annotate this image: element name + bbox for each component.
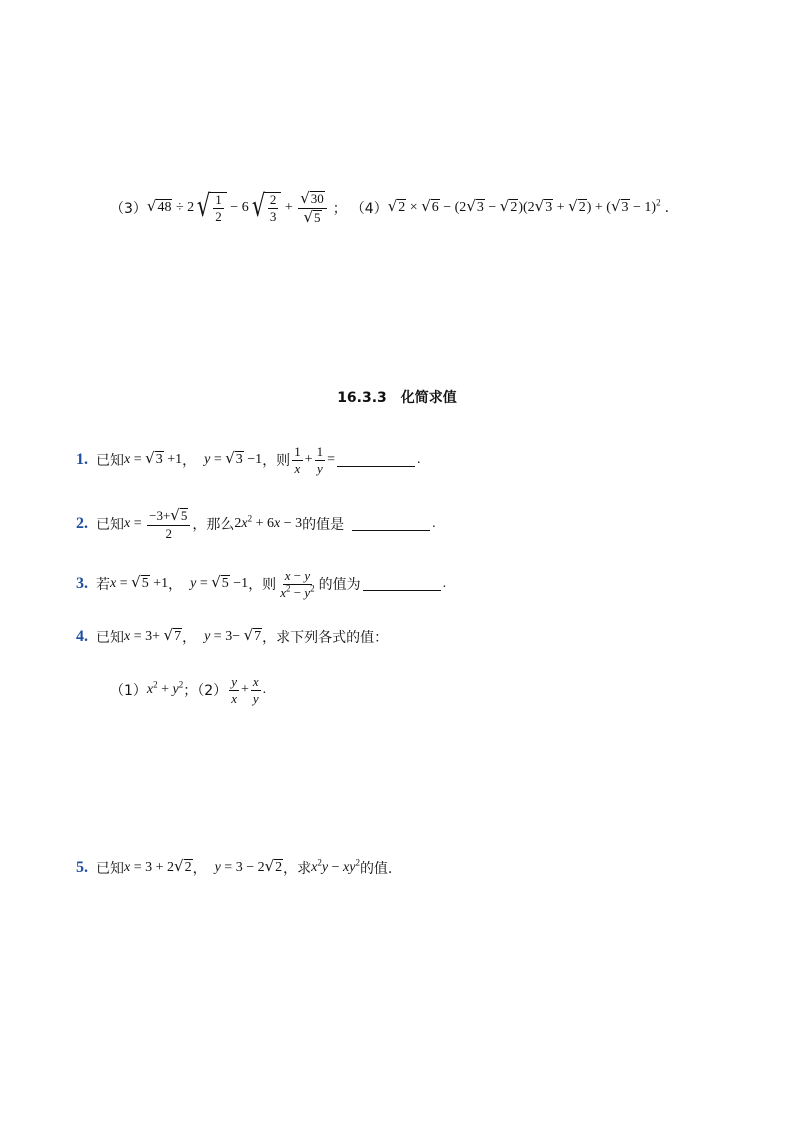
label-4: （4） <box>350 201 388 217</box>
math-expr: x = −3+ √ 5 2 <box>124 508 192 541</box>
expr-4: √ 2 × √ 6 − (2 √ 3 − √ 2 )(2 √ 3 + √ 2 ) + ( √ 3 − 1)$^2$ <box>387 197 661 216</box>
math-expr: $2x^2 + 6x - 3$ <box>234 513 303 531</box>
sub-label-1: （1） <box>110 683 147 699</box>
math-expr: $\frac{y}{x}$ + $\frac{x}{y}$ . <box>231 673 267 706</box>
problem-5 <box>76 855 392 881</box>
problem-2: 2. 已知 x = −3+ √ 5 2 ，那么 $2x^2 + 6x - 3$ 的值是 . <box>76 505 436 541</box>
math-expr: $\frac{1}{x}$ + $\frac{1}{y}$ = <box>294 443 335 476</box>
problem-text: ， <box>168 577 183 593</box>
problem-text: 已知 <box>96 453 124 469</box>
math-expr: y = 3− √ 7 <box>204 626 262 645</box>
problem-text: 的值. <box>359 861 393 877</box>
math-expr: x = 3 + 2 √ 2 <box>124 857 192 876</box>
problem-text: 若 <box>96 577 110 593</box>
math-expr: $x^2y - xy^2$ <box>311 857 360 875</box>
problem-3-4-line <box>110 188 669 228</box>
label-3: （3） <box>110 201 147 217</box>
problem-text: 已知 <box>96 861 124 877</box>
problem-text: 已知 <box>96 517 124 533</box>
problem-1: 1. 已知 x = √ 3 +1 ， y = √ 3 −1 ，则 $\frac{1}{x}$ + $\frac{1}{y}$ = . <box>76 443 421 476</box>
math-expr: y = 3 − 2 √ 2 <box>214 857 283 876</box>
math-expr: $x^2 + y^2$ <box>146 679 184 697</box>
problem-3: 3. 若 x = √ 5 +1 ， y = √ 5 −1 ，则 $\frac{x - y}{x^2 - y^2}$ 的值为 . <box>76 567 447 600</box>
problem-text: ，那么 <box>192 517 235 533</box>
problem-text: ， <box>182 453 197 469</box>
problem-text: 已知 <box>96 630 124 646</box>
math-expr: x = √ 5 +1 <box>110 573 169 592</box>
answer-blank[interactable] <box>337 454 415 467</box>
problem-number: 1. <box>76 451 88 468</box>
answer-blank[interactable] <box>352 518 430 531</box>
problem-number: 4. <box>76 628 88 645</box>
problem-text: ，求 <box>283 861 312 877</box>
sub-label-2: ；（2） <box>183 683 228 699</box>
section-title: 16.3.3 化简求值 <box>337 390 457 406</box>
math-expr: $\frac{x - y}{x^2 - y^2}$ <box>280 567 315 600</box>
math-expr: y = √ 5 −1 <box>190 573 249 592</box>
end-period: . <box>664 200 670 216</box>
problem-number: 3. <box>76 575 88 592</box>
separator: ； <box>332 201 347 217</box>
problem-text: ，则 <box>262 453 291 469</box>
problem-text: ，则 <box>248 577 277 593</box>
expr-3: √ 48 ÷ 2 √ $\frac{1}{2}$ − 6 √ $\frac{2}{3}$ + √ 30 √ 5 <box>147 191 329 226</box>
problem-text: ， <box>192 861 207 877</box>
problem-text: 的值为 <box>318 577 361 593</box>
problem-number: 2. <box>76 515 88 532</box>
problem-4 <box>76 624 388 650</box>
math-expr: x = 3+ √ 7 <box>124 626 182 645</box>
answer-blank[interactable] <box>363 578 441 591</box>
problem-4-subparts <box>110 670 266 710</box>
problem-text: ，求下列各式的值： <box>262 630 389 646</box>
math-expr: y = √ 3 −1 <box>204 449 263 468</box>
problem-number: 5. <box>76 859 88 876</box>
problem-text: ， <box>182 630 197 646</box>
problem-text: 的值是 <box>302 517 345 533</box>
math-expr: x = √ 3 +1 <box>124 449 183 468</box>
